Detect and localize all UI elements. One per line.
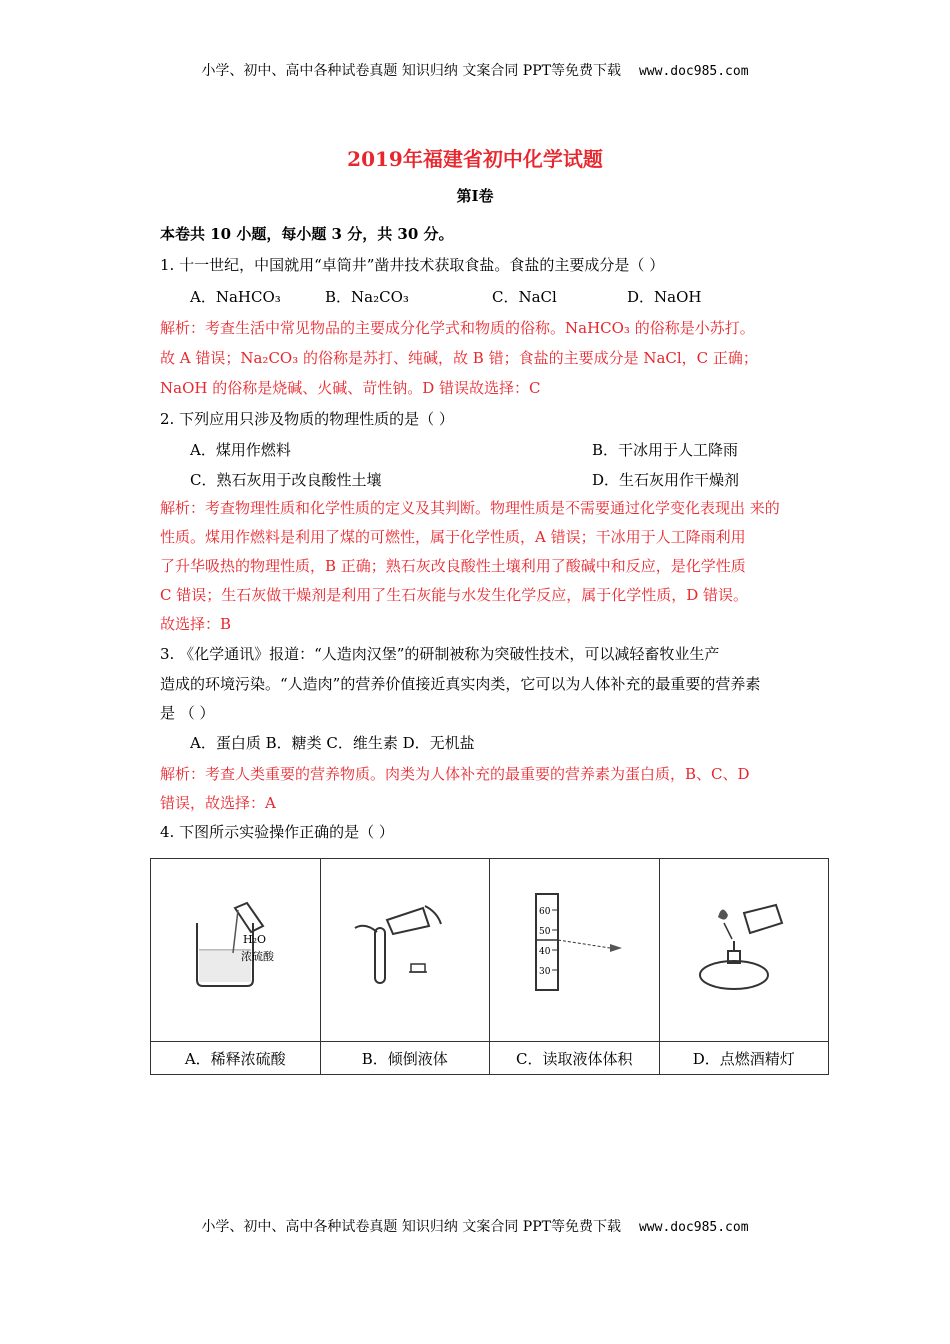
section-title: 第Ⅰ卷 [456, 187, 494, 205]
figure-a-cell [151, 859, 321, 1042]
figure-d-cell [659, 859, 829, 1042]
q1-explanation-1: 解析：考查生活中常见物品的主要成分化学式和物质的俗称。NaHCO₃ 的俗称是小苏打。 [160, 319, 755, 337]
figure-c-cell [490, 859, 660, 1042]
header-text: 小学、初中、高中各种试卷真题 知识归纳 文案合同 PPT等免费下载 [201, 63, 621, 79]
q3-explanation-1: 解析：考查人类重要的营养物质。肉类为人体补充的最重要的营养素为蛋白质，B、C、D [160, 765, 750, 783]
q2-explanation-4: C 错误；生石灰做干燥剂是利用了生石灰能与水发生化学反应，属于化学性质，D 错误。 [160, 586, 749, 604]
footer-url[interactable]: www.doc985.com [638, 1220, 749, 1235]
figure-c-tick-40: 40 [539, 947, 551, 957]
q2-option-c: C．熟石灰用于改良酸性土壤 [190, 471, 382, 489]
page-title: 2019年福建省初中化学试题 [347, 147, 603, 171]
q3-stem-3: 是 （ ） [160, 704, 215, 722]
q2-explanation-3: 了升华吸热的物理性质，B 正确；熟石灰改良酸性土壤利用了酸碱中和反应，是化学性质 [160, 557, 746, 575]
q2-option-b: B．干冰用于人工降雨 [592, 441, 739, 459]
figure-b-cell [320, 859, 490, 1042]
figure-c-tick-50: 50 [539, 927, 551, 937]
section-intro: 本卷共 10 小题，每小题 3 分，共 30 分。 [160, 225, 454, 243]
q1-option-b: B．Na₂CO₃ [325, 288, 409, 306]
q3-explanation-2: 错误，故选择：A [160, 794, 276, 812]
read-volume-figure [514, 888, 634, 1008]
q3-stem-1: 3. 《化学通讯》报道：“人造肉汉堡”的研制被称为突破性技术，可以减轻畜牧业生产 [160, 645, 720, 663]
q2-option-d: D．生石灰用作干燥剂 [592, 471, 740, 489]
header-url[interactable]: www.doc985.com [638, 64, 749, 79]
figure-d-caption: D．点燃酒精灯 [659, 1042, 829, 1075]
q1-option-c: C．NaCl [492, 288, 557, 306]
q1-option-a: A．NaHCO₃ [190, 288, 281, 306]
page-header [0, 60, 950, 80]
q1-options [190, 286, 701, 307]
page-footer [0, 1216, 950, 1236]
figure-a-caption: A．稀释浓硫酸 [151, 1042, 321, 1075]
figure-c-tick-60: 60 [539, 907, 551, 917]
q3-options: A．蛋白质 B．糖类 C．维生素 D．无机盐 [190, 734, 475, 752]
q4-stem: 4. 下图所示实验操作正确的是（ ） [160, 823, 394, 841]
light-lamp-figure [684, 893, 804, 1003]
q2-explanation-2: 性质。煤用作燃料是利用了煤的可燃性，属于化学性质，A 错误；干冰用于人工降雨利用 [160, 528, 746, 546]
q1-explanation-3: NaOH 的俗称是烧碱、火碱、苛性钠。D 错误故选择：C [160, 379, 541, 397]
figure-c-tick-30: 30 [539, 967, 551, 977]
footer-text: 小学、初中、高中各种试卷真题 知识归纳 文案合同 PPT等免费下载 [201, 1219, 621, 1235]
q1-stem: 1. 十一世纪，中国就用“卓筒井”凿井技术获取食盐。食盐的主要成分是（ ） [160, 256, 665, 274]
q3-stem-2: 造成的环境污染。“人造肉”的营养价值接近真实肉类，它可以为人体补充的最重要的营养素 [160, 675, 761, 693]
figure-a-h2o-label: H₂O [243, 933, 267, 946]
q2-option-a: A．煤用作燃料 [190, 441, 291, 459]
q1-explanation-2: 故 A 错误；Na₂CO₃ 的俗称是苏打、纯碱，故 B 错；食盐的主要成分是 NaCl，C 正确； [160, 349, 758, 367]
q2-explanation-5: 故选择：B [160, 615, 232, 633]
figure-b-caption: B．倾倒液体 [320, 1042, 490, 1075]
q1-option-d: D．NaOH [627, 288, 702, 306]
figure-c-caption: C．读取液体体积 [490, 1042, 660, 1075]
q4-figure-table [150, 858, 829, 1075]
pour-liquid-figure [345, 898, 465, 998]
dilute-acid-figure [175, 898, 295, 998]
q2-stem: 2. 下列应用只涉及物质的物理性质的是（ ） [160, 410, 454, 428]
figure-a-acid-label: 浓硫酸 [241, 950, 275, 963]
q2-explanation-1: 解析：考查物理性质和化学性质的定义及其判断。物理性质是不需要通过化学变化表现出 来的 [160, 499, 780, 517]
